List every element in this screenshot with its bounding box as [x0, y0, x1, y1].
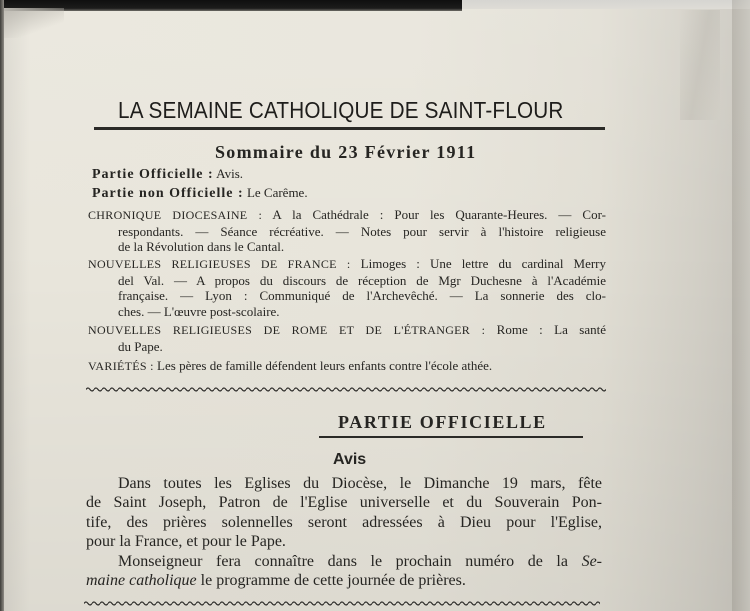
- summary-line: [88, 322, 606, 339]
- section-label: VARIÉTÉS :: [88, 359, 154, 373]
- summary-text: Les pères de famille défendent leurs enfants contre l'école athée.: [157, 358, 493, 373]
- summary-section-varietes: [88, 358, 606, 375]
- section-heading: PARTIE OFFICIELLE: [338, 412, 547, 432]
- section-label: CHRONIQUE DIOCESAINE :: [88, 208, 263, 222]
- section-label: NOUVELLES RELIGIEUSES DE FRANCE :: [88, 257, 351, 271]
- part-label: Partie non Officielle :: [92, 186, 244, 201]
- part-text: Avis.: [216, 166, 244, 181]
- paragraph-line: Dans toutes les Eglises du Diocèse, le Dimanche 19 mars, fête: [118, 475, 602, 492]
- summary-line: ches. — L'œuvre post-scolaire.: [118, 303, 280, 319]
- summary-line: de la Révolution dans le Cantal.: [118, 239, 285, 255]
- page-right-edge: [732, 0, 750, 611]
- paragraph-italic-text: maine catholique: [86, 572, 197, 590]
- wavy-rule: [86, 386, 606, 393]
- paragraph-italic-text: Se-: [581, 552, 603, 570]
- page-left-edge: [0, 0, 4, 611]
- summary-line: [88, 358, 606, 375]
- page-fold: [680, 10, 720, 120]
- section-label: NOUVELLES RELIGIEUSES DE ROME ET DE L'ÉTRANGER :: [88, 323, 486, 337]
- masthead-rule: [94, 127, 605, 130]
- masthead-title: LA SEMAINE CATHOLIQUE DE SAINT-FLOUR: [118, 97, 564, 123]
- summary-section-rome: [88, 322, 606, 354]
- part-text: Le Carême.: [246, 185, 308, 200]
- summary-line: [88, 256, 606, 273]
- paragraph-line: pour la France, et pour le Pape.: [86, 533, 286, 551]
- part-label: Partie Officielle :: [92, 167, 214, 182]
- paragraph-line: [86, 571, 602, 590]
- dark-background-strip: [0, 0, 462, 11]
- notice-title: Avis: [333, 451, 367, 468]
- summary-line: française. — Lyon : Communiqué de l'Archevêché. — La sonnerie des clo-: [118, 288, 606, 304]
- background-strip: [462, 0, 750, 9]
- wavy-rule: [84, 600, 600, 607]
- summary-line: du Pape.: [118, 338, 163, 354]
- summary-part-non-official: [92, 184, 308, 203]
- summary-text: A la Cathédrale : Pour les Quarante-Heures. — Cor-: [272, 207, 607, 222]
- page-corner: [4, 8, 64, 38]
- summary-text: Rome : La santé: [496, 322, 607, 337]
- summary-line: del Val. — A propos du discours de réception de Mgr Duchesne à l'Académie: [118, 272, 606, 288]
- summary-part-official: [92, 165, 243, 184]
- paragraph-text: le programme de cette journée de prières.: [200, 572, 466, 590]
- paragraph-line: [118, 552, 602, 571]
- summary-line: [88, 207, 606, 224]
- paragraph-line: de Saint Joseph, Patron de l'Eglise universelle et du Souverain Pon-: [86, 494, 602, 512]
- summary-heading: Sommaire du 23 Février 1911: [215, 142, 477, 162]
- summary-section-france: [88, 256, 606, 319]
- notice-paragraph: [86, 474, 602, 590]
- section-heading-rule: [319, 436, 583, 438]
- paragraph-text: Monseigneur fera connaître dans le prochain numéro de la: [118, 552, 568, 570]
- summary-text: Limoges : Une lettre du cardinal Merry: [360, 256, 607, 271]
- paragraph-line: tife, des prières solennelles seront adressées à Dieu pour l'Eglise,: [86, 513, 602, 531]
- summary-line: respondants. — Séance récréative. — Notes pour servir à l'histoire religieuse: [118, 223, 606, 239]
- summary-section-chronique: [88, 207, 606, 255]
